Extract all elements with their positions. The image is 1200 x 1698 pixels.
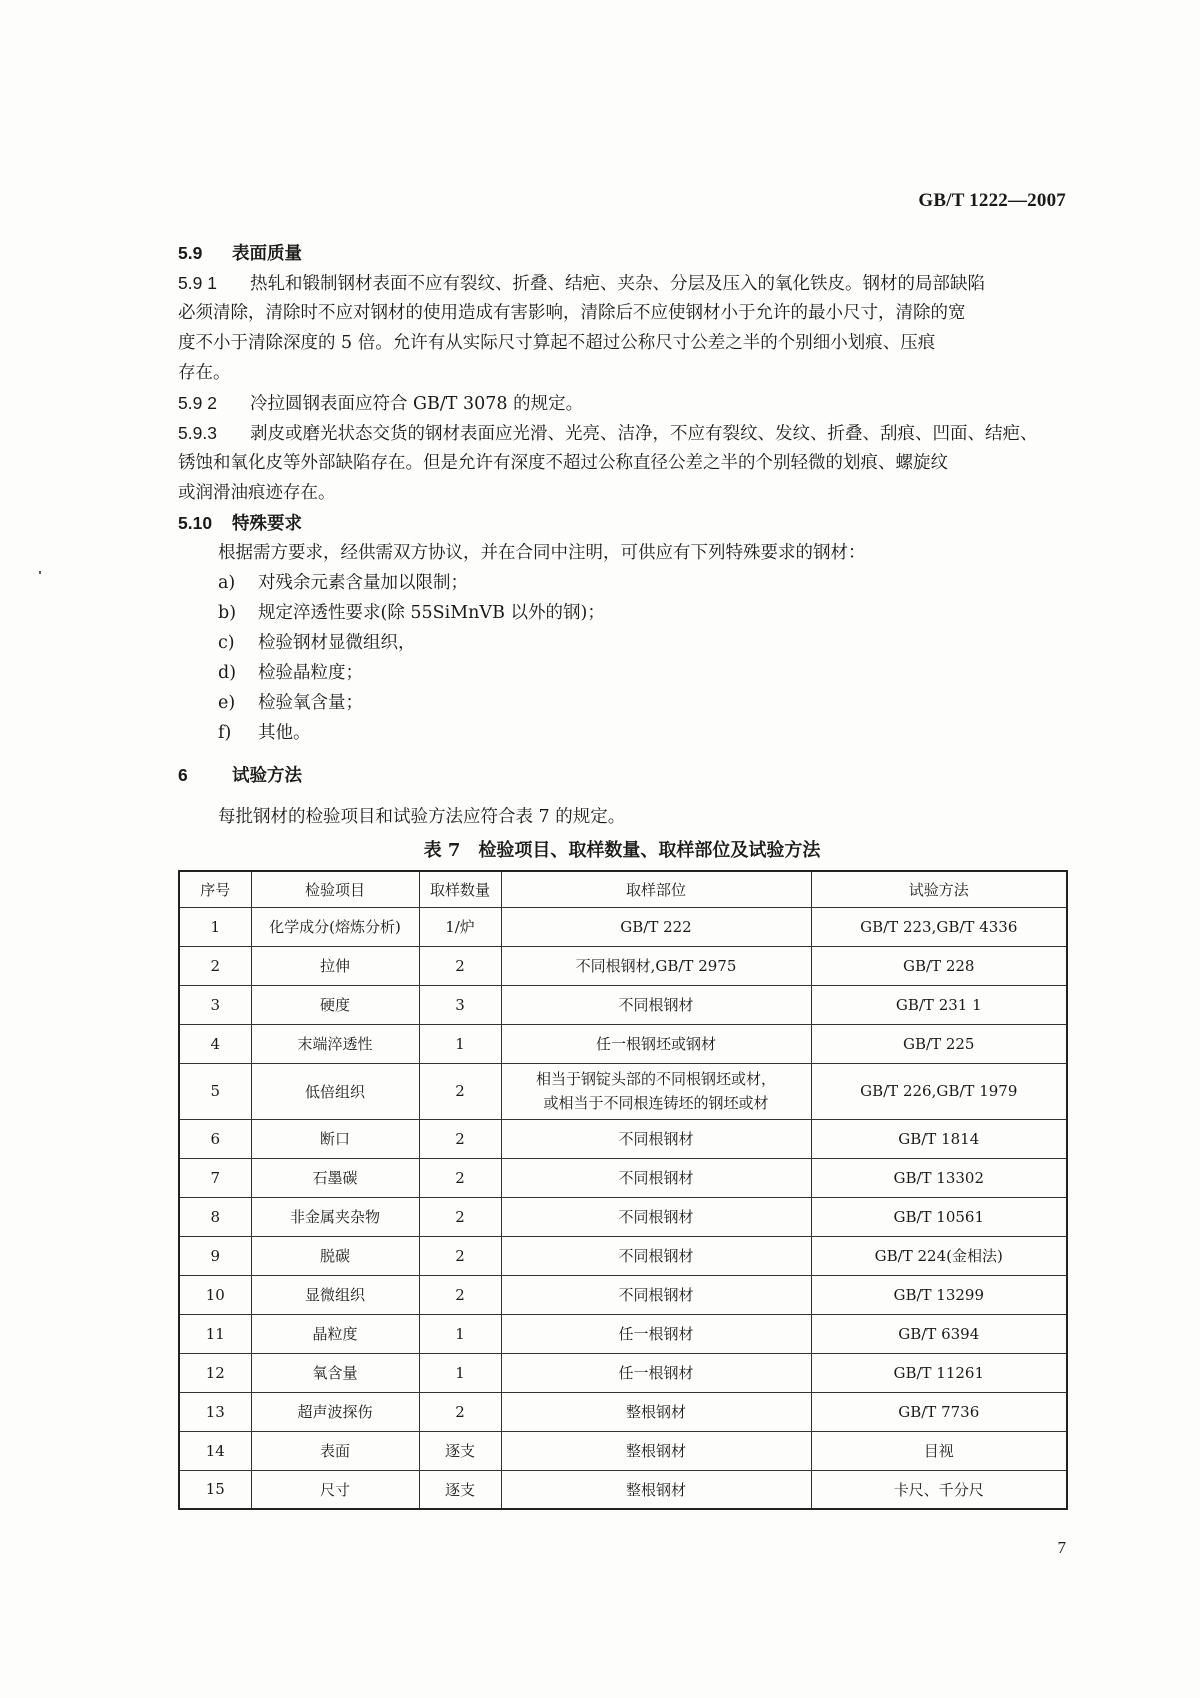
- table-cell: 2: [419, 1197, 501, 1236]
- table-cell: 2: [179, 946, 251, 985]
- table-cell: GB/T 224(金相法): [811, 1236, 1067, 1275]
- section-5-10-intro: 根据需方要求，经供需双方协议，并在合同中注明，可供应有下列特殊要求的钢材：: [218, 543, 866, 563]
- table-cell: 低倍组织: [251, 1063, 419, 1119]
- table-cell: 任一根钢坯或钢材: [501, 1024, 811, 1063]
- table-cell: 目视: [811, 1431, 1067, 1470]
- clause-number: 5.9 2: [178, 393, 217, 413]
- table-row: [179, 1353, 1067, 1392]
- table-cell: 整根钢材: [501, 1470, 811, 1509]
- table-cell: 3: [419, 985, 501, 1024]
- list-text: 检验钢材显微组织，: [258, 633, 416, 653]
- page-number: 7: [1057, 1538, 1066, 1557]
- table-cell: 超声波探伤: [251, 1392, 419, 1431]
- clause-5-9-1-line-3: 度不小于清除深度的 5 倍。允许有从实际尺寸算起不超过公称尺寸公差之半的个别细小划痕、压痕: [178, 333, 936, 353]
- list-letter: a): [218, 573, 236, 593]
- table-cell: 不同根钢材: [501, 1119, 811, 1158]
- column-header: 取样数量: [419, 871, 501, 907]
- table-row: [179, 1392, 1067, 1431]
- section-title: 表面质量: [232, 244, 302, 264]
- table-row: [179, 907, 1067, 946]
- table-cell: 1: [419, 1353, 501, 1392]
- table-cell: 逐支: [419, 1470, 501, 1509]
- table-cell: 不同根钢材: [501, 1158, 811, 1197]
- list-letter: d): [218, 663, 237, 683]
- clause-5-9-1-line-2: 必须清除，清除时不应对钢材的使用造成有害影响，清除后不应使钢材小于允许的最小尺寸，清除的宽: [178, 303, 966, 323]
- table-cell: GB/T 10561: [811, 1197, 1067, 1236]
- clause-5-9-2: [178, 388, 1066, 418]
- table-cell: 11: [179, 1314, 251, 1353]
- table-cell: 不同根钢材: [501, 1275, 811, 1314]
- table-cell: 14: [179, 1431, 251, 1470]
- table-cell: 1: [419, 1314, 501, 1353]
- clause-5-9-1-line-1: [178, 268, 1066, 298]
- table-cell: 化学成分(熔炼分析): [251, 907, 419, 946]
- table-cell: GB/T 226,GB/T 1979: [811, 1063, 1067, 1119]
- clause-5-9-3-line-2: 锈蚀和氧化皮等外部缺陷存在。但是允许有深度不超过公称直径公差之半的个别轻微的划痕、螺旋纹: [178, 453, 948, 473]
- table-cell: 2: [419, 1275, 501, 1314]
- table-row: [179, 985, 1067, 1024]
- list-letter: b): [218, 603, 237, 623]
- table-cell: GB/T 13299: [811, 1275, 1067, 1314]
- clause-5-9-1-line-4: 存在。: [178, 363, 231, 383]
- table-cell: 表面: [251, 1431, 419, 1470]
- table-cell: 氧含量: [251, 1353, 419, 1392]
- list-text: 检验晶粒度；: [258, 663, 363, 683]
- table-cell: GB/T 11261: [811, 1353, 1067, 1392]
- table-cell: [501, 1063, 811, 1119]
- table-cell: 2: [419, 1392, 501, 1431]
- table-cell: 尺寸: [251, 1470, 419, 1509]
- table-caption: 表 7 检验项目、取样数量、取样部位及试验方法: [423, 840, 821, 861]
- clause-5-9-3-line-3: 或润滑油痕迹存在。: [178, 483, 336, 503]
- table-row: [179, 1431, 1067, 1470]
- table-cell: 任一根钢材: [501, 1353, 811, 1392]
- table-cell: 脱碳: [251, 1236, 419, 1275]
- section-number: 5.10: [178, 513, 213, 533]
- list-letter: e): [218, 693, 236, 713]
- standard-code: GB/T 1222—2007: [918, 190, 1066, 211]
- section-5-9-heading: [178, 238, 1066, 268]
- list-text: 检验氧含量；: [258, 693, 363, 713]
- table-cell: 7: [179, 1158, 251, 1197]
- column-header: 试验方法: [811, 871, 1067, 907]
- list-item: [178, 718, 1066, 748]
- table-cell: 卡尺、千分尺: [811, 1470, 1067, 1509]
- table-cell: 15: [179, 1470, 251, 1509]
- table-cell: 整根钢材: [501, 1431, 811, 1470]
- table-header-row: [179, 871, 1067, 907]
- table-row: [179, 1197, 1067, 1236]
- section-6-text: 每批钢材的检验项目和试验方法应符合表 7 的规定。: [218, 807, 626, 827]
- list-letter: f): [218, 723, 232, 743]
- table-cell: GB/T 1814: [811, 1119, 1067, 1158]
- table-cell: 拉伸: [251, 946, 419, 985]
- table-cell: GB/T 6394: [811, 1314, 1067, 1353]
- table-cell: 不同根钢材: [501, 985, 811, 1024]
- table-cell: 8: [179, 1197, 251, 1236]
- table-cell: 任一根钢材: [501, 1314, 811, 1353]
- table-cell: 显微组织: [251, 1275, 419, 1314]
- table-cell: 4: [179, 1024, 251, 1063]
- table-cell: 6: [179, 1119, 251, 1158]
- list-item: [178, 628, 1066, 658]
- column-header: 检验项目: [251, 871, 419, 907]
- list-item: [178, 658, 1066, 688]
- table-row: [179, 1024, 1067, 1063]
- table-cell: 2: [419, 1158, 501, 1197]
- list-item: [178, 598, 1066, 628]
- table-cell: 10: [179, 1275, 251, 1314]
- scan-speck: [39, 571, 41, 574]
- table-row: [179, 1470, 1067, 1509]
- list-item: [178, 688, 1066, 718]
- table-cell: 5: [179, 1063, 251, 1119]
- list-text: 其他。: [258, 723, 311, 743]
- table-cell: GB/T 231 1: [811, 985, 1067, 1024]
- section-number: 5.9: [178, 243, 203, 263]
- section-title: 特殊要求: [232, 514, 302, 534]
- table-cell: 13: [179, 1392, 251, 1431]
- table-row: [179, 1063, 1067, 1119]
- table-cell: 12: [179, 1353, 251, 1392]
- clause-text: 剥皮或磨光状态交货的钢材表面应光滑、光亮、洁净，不应有裂纹、发纹、折叠、刮痕、凹面、结疤、: [250, 424, 1038, 444]
- table-cell: 不同根钢材,GB/T 2975: [501, 946, 811, 985]
- clause-number: 5.9.3: [178, 423, 217, 443]
- table-cell: 3: [179, 985, 251, 1024]
- clause-5-9-3-line-1: [178, 418, 1066, 448]
- table-cell: 2: [419, 1063, 501, 1119]
- column-header: 取样部位: [501, 871, 811, 907]
- clause-text: 热轧和锻制钢材表面不应有裂纹、折叠、结疤、夹杂、分层及压入的氧化铁皮。钢材的局部缺陷: [250, 274, 985, 294]
- table-row: [179, 1314, 1067, 1353]
- list-text: 对残余元素含量加以限制；: [258, 573, 468, 593]
- table-row: [179, 1236, 1067, 1275]
- table-cell: 2: [419, 1236, 501, 1275]
- table-cell: 2: [419, 946, 501, 985]
- cell-line: 或相当于不同根连铸坯的钢坯或材: [543, 1094, 769, 1112]
- table-cell: 硬度: [251, 985, 419, 1024]
- document-body: [178, 238, 1066, 1510]
- table-cell: GB/T 225: [811, 1024, 1067, 1063]
- column-header: 序号: [179, 871, 251, 907]
- section-title: 试验方法: [232, 766, 302, 786]
- cell-line: 相当于钢锭头部的不同根钢坯或材，: [535, 1070, 776, 1088]
- table-row: [179, 1275, 1067, 1314]
- table-cell: GB/T 228: [811, 946, 1067, 985]
- table-cell: 不同根钢材: [501, 1197, 811, 1236]
- table-row: [179, 1119, 1067, 1158]
- table-cell: 9: [179, 1236, 251, 1275]
- table-cell: 逐支: [419, 1431, 501, 1470]
- table-cell: 整根钢材: [501, 1392, 811, 1431]
- table-cell: 1: [419, 1024, 501, 1063]
- table-cell: 断口: [251, 1119, 419, 1158]
- table-cell: 2: [419, 1119, 501, 1158]
- table-cell: GB/T 7736: [811, 1392, 1067, 1431]
- table-row: [179, 946, 1067, 985]
- table-cell: 非金属夹杂物: [251, 1197, 419, 1236]
- table-row: [179, 1158, 1067, 1197]
- clause-text: 冷拉圆钢表面应符合 GB/T 3078 的规定。: [250, 394, 584, 414]
- list-item: [178, 568, 1066, 598]
- table-cell: 晶粒度: [251, 1314, 419, 1353]
- inspection-table: [178, 870, 1068, 1510]
- list-text: 规定淬透性要求(除 55SiMnVB 以外的钢)；: [258, 603, 605, 623]
- section-6-heading: [178, 760, 1066, 790]
- table-cell: GB/T 222: [501, 907, 811, 946]
- table-cell: GB/T 223,GB/T 4336: [811, 907, 1067, 946]
- list-letter: c): [218, 633, 235, 653]
- table-cell: 1/炉: [419, 907, 501, 946]
- table-cell: 不同根钢材: [501, 1236, 811, 1275]
- table-cell: GB/T 13302: [811, 1158, 1067, 1197]
- section-number: 6: [178, 765, 188, 785]
- clause-number: 5.9 1: [178, 273, 217, 293]
- table-cell: 末端淬透性: [251, 1024, 419, 1063]
- table-cell: 石墨碳: [251, 1158, 419, 1197]
- table-cell: 1: [179, 907, 251, 946]
- section-5-10-heading: [178, 508, 1066, 538]
